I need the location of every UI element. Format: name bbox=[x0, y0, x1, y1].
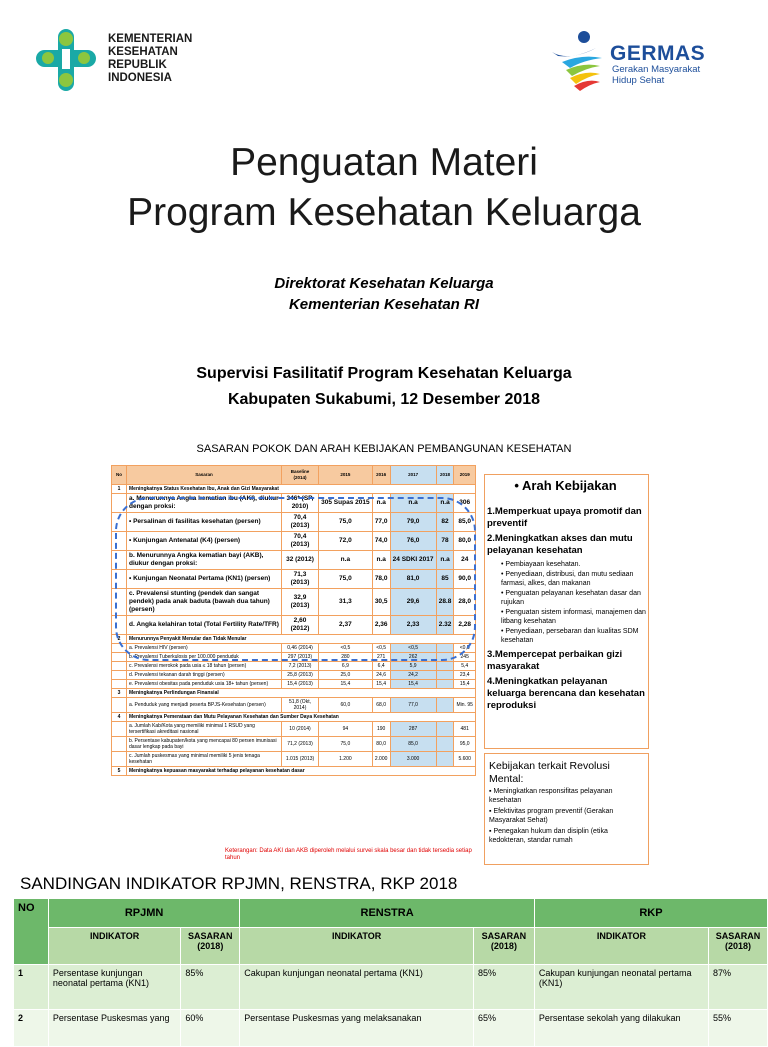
cell-baseline: 15,4 (2013) bbox=[282, 680, 319, 689]
cell-sasaran: • Persalinan di fasilitas kesehatan (persen) bbox=[127, 513, 282, 532]
sandingan-group-header bbox=[14, 899, 768, 928]
arah-sub-item: • Penguatan pelayanan kesehatan dasar dan rujukan bbox=[501, 590, 641, 606]
cell-y2018: 85 bbox=[436, 570, 454, 589]
cell-y2016: 74,0 bbox=[372, 532, 390, 551]
cell-y2015: 25,0 bbox=[319, 671, 373, 680]
table-row bbox=[112, 722, 476, 737]
cell-no bbox=[112, 662, 127, 671]
cell-no: 1 bbox=[112, 485, 127, 494]
cell-y2019: 2,28 bbox=[454, 616, 476, 635]
cell-y2016: n.a bbox=[372, 494, 390, 513]
cell-y2016: 2,36 bbox=[372, 616, 390, 635]
cell-y2019: 5,4 bbox=[454, 662, 476, 671]
kemenkes-line-3: REPUBLIK bbox=[108, 59, 167, 71]
cell-y2015: <0,5 bbox=[319, 644, 373, 653]
cell-y2016: 2.000 bbox=[372, 752, 390, 767]
cell-y2018: n.a bbox=[436, 551, 454, 570]
cell-sasaran: d. Angka kelahiran total (Total Fertility Rate/TFR) bbox=[127, 616, 282, 635]
cell-y2016: n.a bbox=[372, 551, 390, 570]
germas-tagline bbox=[612, 65, 700, 86]
cell-sasaran: a. Jumlah Kab/Kota yang memiliki minimal 1 RSUD yang tersertifikasi akreditasi nasional bbox=[127, 722, 282, 737]
cell-indikator-rkp: Persentase sekolah yang dilakukan bbox=[534, 1010, 708, 1047]
cell-y2019: 80,0 bbox=[454, 532, 476, 551]
cell-indikator-rkp: Cakupan kunjungan neonatal pertama (KN1) bbox=[534, 965, 708, 1010]
cell-baseline: 346* (SP, 2010) bbox=[282, 494, 319, 513]
cell-y2015: 75,0 bbox=[319, 570, 373, 589]
cell-y2015: 2,37 bbox=[319, 616, 373, 635]
th-baseline: Baseline (2014) bbox=[282, 466, 319, 485]
th-2016: 2016 bbox=[372, 466, 390, 485]
cell-sasaran: a. Menurunnya Angka kematian ibu (AKI), diukur dengan proksi: bbox=[127, 494, 282, 513]
th-rkp: RKP bbox=[534, 899, 767, 928]
cell-no bbox=[112, 722, 127, 737]
cell-y2016: 78,0 bbox=[372, 570, 390, 589]
cell-y2019: 5.600 bbox=[454, 752, 476, 767]
table-row bbox=[112, 671, 476, 680]
highlight-dashed-outline bbox=[115, 497, 476, 661]
cell-sasaran-rkp: 87% bbox=[709, 965, 768, 1010]
cell-y2018: 82 bbox=[436, 513, 454, 532]
cell-y2016: 68,0 bbox=[372, 698, 390, 713]
arah-sub-item: • Pembiayaan kesehatan. bbox=[501, 561, 581, 568]
cell-baseline: 297 (2013) bbox=[282, 653, 319, 662]
revolusi-heading: Kebijakan terkait Revolusi Mental: bbox=[489, 760, 610, 785]
table-row bbox=[112, 767, 476, 776]
cell-y2016: <0,5 bbox=[372, 644, 390, 653]
cell-baseline: 7,2 (2013) bbox=[282, 662, 319, 671]
germas-logo bbox=[548, 28, 610, 92]
cell-sasaran: Menurunnya Penyakit Menular dan Tidak Menular bbox=[127, 635, 476, 644]
cell-sasaran: Meningkatnya kepuasan masyarakat terhadap pelayanan kesehatan dasar bbox=[127, 767, 476, 776]
cell-y2019: 90,0 bbox=[454, 570, 476, 589]
cell-y2017: 15,4 bbox=[390, 680, 436, 689]
cell-baseline: 70,4 (2013) bbox=[282, 513, 319, 532]
cell-y2018: 2.32 bbox=[436, 616, 454, 635]
cell-baseline: 71,3 (2013) bbox=[282, 570, 319, 589]
arah-sub-item: • Penyediaan, distribusi, dan mutu sediaan farmasi, alkes, dan makanan bbox=[501, 571, 634, 587]
cell-indikator-rpjmn: Persentase Puskesmas yang bbox=[48, 1010, 180, 1047]
cell-y2019: 306 bbox=[454, 494, 476, 513]
th-sasaran-renstra: SASARAN (2018) bbox=[473, 928, 534, 965]
cell-y2019: 85,0 bbox=[454, 513, 476, 532]
th-2017: 2017 bbox=[390, 466, 436, 485]
th-2019: 2019 bbox=[454, 466, 476, 485]
cell-y2016: 24,6 bbox=[372, 671, 390, 680]
sasaran-note: Keterangan: Data AKI dan AKB diperoleh melalui survei skala besar dan tidak tersedia setiap tahun bbox=[225, 848, 472, 861]
cell-sasaran: c. Jumlah puskesmas yang minimal memiliki 5 jenis tenaga kesehatan bbox=[127, 752, 282, 767]
cell-baseline: 10 (2014) bbox=[282, 722, 319, 737]
th-no: No bbox=[112, 466, 127, 485]
arah-item: 4.Meningkatkan pelayanan keluarga berencana dan kesehatan reproduksi bbox=[487, 676, 645, 711]
cell-y2018 bbox=[436, 698, 454, 713]
subtitle-line-1: Direktorat Kesehatan Keluarga bbox=[274, 275, 494, 292]
revolusi-item: ▪ Penegakan hukum dan disiplin (etika kedokteran, standar rumah bbox=[489, 828, 608, 844]
germas-tagline-1: Gerakan Masyarakat bbox=[612, 64, 701, 75]
cell-y2018 bbox=[436, 662, 454, 671]
table-row bbox=[112, 752, 476, 767]
sandingan-sub-header bbox=[14, 928, 768, 965]
cell-sasaran: • Kunjungan Neonatal Pertama (KN1) (persen) bbox=[127, 570, 282, 589]
table-row bbox=[112, 485, 476, 494]
arah-sub-list bbox=[501, 560, 647, 645]
kemenkes-logo bbox=[36, 25, 96, 95]
table-row bbox=[112, 713, 476, 722]
cell-y2015: 6,9 bbox=[319, 662, 373, 671]
cell-y2017: 24 SDKI 2017 bbox=[390, 551, 436, 570]
cell-y2019: 245 bbox=[454, 653, 476, 662]
cell-no: 2 bbox=[112, 635, 127, 644]
cell-y2016: 77,0 bbox=[372, 513, 390, 532]
cell-sasaran: e. Prevalensi obesitas pada penduduk usia 18+ tahun (persen) bbox=[127, 680, 282, 689]
cell-sasaran: • Kunjungan Antenatal (K4) (persen) bbox=[127, 532, 282, 551]
cell-y2019: 24 bbox=[454, 551, 476, 570]
cell-y2017: 79,0 bbox=[390, 513, 436, 532]
cell-no: 5 bbox=[112, 767, 127, 776]
cell-y2017: 5,9 bbox=[390, 662, 436, 671]
germas-wordmark: GERMAS bbox=[610, 42, 706, 65]
cell-y2016: 30,5 bbox=[372, 589, 390, 616]
kemenkes-line-4: INDONESIA bbox=[108, 72, 172, 84]
cell-y2017: 77,0 bbox=[390, 698, 436, 713]
event-line-2: Kabupaten Sukabumi, 12 Desember 2018 bbox=[227, 391, 541, 408]
subtitle-line-2: Kementerian Kesehatan RI bbox=[288, 296, 480, 313]
cell-y2019: 15,4 bbox=[454, 680, 476, 689]
th-2015: 2015 bbox=[319, 466, 373, 485]
cell-y2017: 2,33 bbox=[390, 616, 436, 635]
cell-y2018 bbox=[436, 722, 454, 737]
cell-y2015: n.a bbox=[319, 551, 373, 570]
cell-y2015: 72,0 bbox=[319, 532, 373, 551]
cell-no bbox=[112, 680, 127, 689]
kemenkes-text bbox=[108, 33, 192, 85]
th-2018: 2018 bbox=[436, 466, 454, 485]
cell-y2017: 24,2 bbox=[390, 671, 436, 680]
arah-kebijakan-list bbox=[487, 506, 647, 715]
cell-y2017: <0,5 bbox=[390, 644, 436, 653]
table-row bbox=[112, 737, 476, 752]
cell-y2017: 29,6 bbox=[390, 589, 436, 616]
cell-baseline: 32 (2012) bbox=[282, 551, 319, 570]
th-indikator-renstra: INDIKATOR bbox=[240, 928, 474, 965]
table-row bbox=[112, 662, 476, 671]
cell-no bbox=[112, 698, 127, 713]
cell-y2018: 28.8 bbox=[436, 589, 454, 616]
cell-sasaran-rpjmn: 85% bbox=[181, 965, 240, 1010]
cell-sasaran-renstra: 85% bbox=[473, 965, 534, 1010]
cell-y2017: 287 bbox=[390, 722, 436, 737]
cell-y2018: 78 bbox=[436, 532, 454, 551]
cell-y2019: 28,0 bbox=[454, 589, 476, 616]
cell-baseline: 51,8 (Okt, 2014) bbox=[282, 698, 319, 713]
kemenkes-line-1: KEMENTERIAN bbox=[108, 33, 193, 45]
table-row bbox=[112, 698, 476, 713]
cell-y2018 bbox=[436, 752, 454, 767]
cell-no bbox=[112, 752, 127, 767]
th-sasaran: Sasaran bbox=[127, 466, 282, 485]
cell-sasaran: a. Prevalensi HIV (persen) bbox=[127, 644, 282, 653]
cell-sasaran: Meningkatnya Pemerataan dan Mutu Pelayanan Kesehatan dan Sumber Daya Kesehatan bbox=[127, 713, 476, 722]
cell-sasaran: Meningkatnya Status Kesehatan Ibu, Anak dan Gizi Masyarakat bbox=[127, 485, 476, 494]
cell-y2016: 15,4 bbox=[372, 680, 390, 689]
cell-y2016: 190 bbox=[372, 722, 390, 737]
cell-y2015: 280 bbox=[319, 653, 373, 662]
arah-sub-item: • Penyediaan, persebaran dan kualitas SDM kesehatan bbox=[501, 628, 639, 644]
cell-y2016: 271 bbox=[372, 653, 390, 662]
kemenkes-line-2: KESEHATAN bbox=[108, 46, 178, 58]
th-sasaran-rkp: SASARAN (2018) bbox=[709, 928, 768, 965]
germas-tagline-2: Hidup Sehat bbox=[612, 74, 665, 86]
sandingan-table bbox=[13, 898, 768, 1047]
cell-y2015: 31,3 bbox=[319, 589, 373, 616]
cell-y2015: 75,0 bbox=[319, 513, 373, 532]
cell-y2015: 1.200 bbox=[319, 752, 373, 767]
cell-y2017: 85,0 bbox=[390, 737, 436, 752]
cell-y2015: 94 bbox=[319, 722, 373, 737]
sandingan-title: SANDINGAN INDIKATOR RPJMN, RENSTRA, RKP 2018 bbox=[20, 874, 458, 893]
cell-no bbox=[112, 653, 127, 662]
cell-y2017: 262 bbox=[390, 653, 436, 662]
arah-kebijakan-heading: • Arah Kebijakan bbox=[514, 478, 617, 493]
cell-y2016: 80,0 bbox=[372, 737, 390, 752]
cell-y2015: 60,0 bbox=[319, 698, 373, 713]
arah-item: 3.Mempercepat perbaikan gizi masyarakat bbox=[487, 649, 623, 672]
cell-y2015: 15,4 bbox=[319, 680, 373, 689]
cell-indikator-renstra: Cakupan kunjungan neonatal pertama (KN1) bbox=[240, 965, 474, 1010]
cell-indikator-renstra: Persentase Puskesmas yang melaksanakan bbox=[240, 1010, 474, 1047]
cell-y2017: 3.000 bbox=[390, 752, 436, 767]
cell-y2019: <0,5 bbox=[454, 644, 476, 653]
cell-y2016: 6,4 bbox=[372, 662, 390, 671]
table-row bbox=[14, 1010, 768, 1047]
cell-baseline: 25,8 (2013) bbox=[282, 671, 319, 680]
cell-y2018: n.a bbox=[436, 494, 454, 513]
cell-no bbox=[112, 671, 127, 680]
cell-sasaran-rpjmn: 60% bbox=[181, 1010, 240, 1047]
cell-sasaran: c. Prevalensi merokok pada usia ≤ 18 tahun (persen) bbox=[127, 662, 282, 671]
cell-y2019: Min. 95 bbox=[454, 698, 476, 713]
cell-sasaran: Meningkatnya Perlindungan Finansial bbox=[127, 689, 476, 698]
cell-baseline: 1.015 (2013) bbox=[282, 752, 319, 767]
table-row bbox=[14, 965, 768, 1010]
cell-sasaran: b. Prevalensi Tuberkulosis per 100.000 penduduk bbox=[127, 653, 282, 662]
sasaran-table-header bbox=[112, 466, 476, 485]
th-indikator-rkp: INDIKATOR bbox=[534, 928, 708, 965]
cell-sasaran: a. Penduduk yang menjadi peserta BPJS-Kesehatan (persen) bbox=[127, 698, 282, 713]
cell-sasaran-rkp: 55% bbox=[709, 1010, 768, 1047]
th-rpjmn: RPJMN bbox=[48, 899, 239, 928]
table-row bbox=[112, 680, 476, 689]
arah-item: 1.Memperkuat upaya promotif dan preventif bbox=[487, 506, 642, 529]
cell-no: 3 bbox=[112, 689, 127, 698]
cell-no: 4 bbox=[112, 713, 127, 722]
cell-sasaran: d. Prevalensi tekanan darah tinggi (persen) bbox=[127, 671, 282, 680]
cell-no: 1 bbox=[14, 965, 49, 1010]
cell-indikator-rpjmn: Persentase kunjungan neonatal pertama (KN1) bbox=[48, 965, 180, 1010]
cell-baseline: 0,46 (2014) bbox=[282, 644, 319, 653]
th-indikator-rpjmn: INDIKATOR bbox=[48, 928, 180, 965]
cell-baseline: 2,60 (2012) bbox=[282, 616, 319, 635]
revolusi-item: ▪ Meningkatkan responsifitas pelayanan kesehatan bbox=[489, 788, 613, 804]
cell-y2017: n.a bbox=[390, 494, 436, 513]
cell-sasaran: b. Menurunnya Angka kematian bayi (AKB), diukur dengan proksi: bbox=[127, 551, 282, 570]
cell-y2015: 305 Supas 2015 bbox=[319, 494, 373, 513]
th-no: NO bbox=[14, 899, 49, 965]
cell-y2018 bbox=[436, 737, 454, 752]
arah-item: 2.Meningkatkan akses dan mutu pelayanan kesehatan bbox=[487, 533, 633, 556]
cell-y2019: 481 bbox=[454, 722, 476, 737]
revolusi-item: ▪ Efektivitas program preventif (Gerakan Masyarakat Sehat) bbox=[489, 808, 614, 824]
cell-baseline: 71,2 (2013) bbox=[282, 737, 319, 752]
cell-sasaran: b. Persentase kabupaten/kota yang mencapai 80 persen imunisasi dasar lengkap pada bayi bbox=[127, 737, 282, 752]
cell-sasaran: c. Prevalensi stunting (pendek dan sangat pendek) pada anak baduta (bawah dua tahun) (persen) bbox=[127, 589, 282, 616]
arah-heading-text: Arah Kebijakan bbox=[522, 478, 617, 493]
cell-baseline: 32,9 (2013) bbox=[282, 589, 319, 616]
cell-y2017: 81,0 bbox=[390, 570, 436, 589]
page-title-line-2: Program Kesehatan Keluarga bbox=[127, 191, 641, 234]
th-renstra: RENSTRA bbox=[240, 899, 535, 928]
arah-sub-item: • Penguatan sistem informasi, manajemen dan litbang kesehatan bbox=[501, 609, 646, 625]
th-sasaran-rpjmn: SASARAN (2018) bbox=[181, 928, 240, 965]
cell-y2017: 76,0 bbox=[390, 532, 436, 551]
table-row bbox=[112, 689, 476, 698]
cell-y2015: 75,0 bbox=[319, 737, 373, 752]
cell-sasaran-renstra: 65% bbox=[473, 1010, 534, 1047]
event-line-1: Supervisi Fasilitatif Program Kesehatan Keluarga bbox=[196, 365, 572, 382]
cell-no: 2 bbox=[14, 1010, 49, 1047]
page-title-line-1: Penguatan Materi bbox=[230, 141, 538, 184]
cell-y2019: 23,4 bbox=[454, 671, 476, 680]
cell-y2018 bbox=[436, 671, 454, 680]
cell-baseline: 70,4 (2013) bbox=[282, 532, 319, 551]
sasaran-title: SASARAN POKOK DAN ARAH KEBIJAKAN PEMBANGUNAN KESEHATAN bbox=[196, 443, 572, 455]
revolusi-list bbox=[489, 787, 644, 847]
cell-no bbox=[112, 737, 127, 752]
cell-y2018 bbox=[436, 680, 454, 689]
cell-y2019: 95,0 bbox=[454, 737, 476, 752]
